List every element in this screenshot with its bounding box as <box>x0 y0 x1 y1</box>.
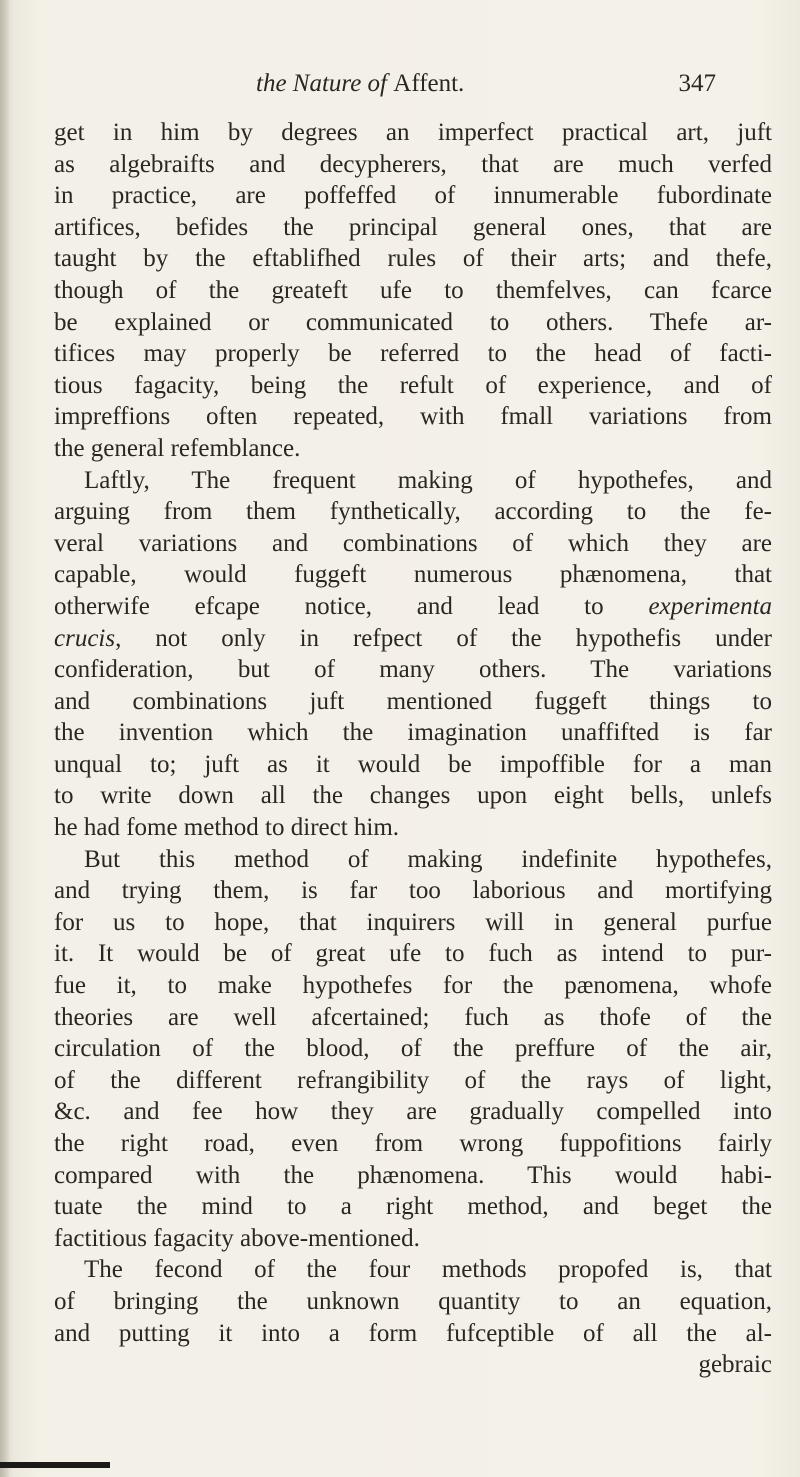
text-line: he had fome method to direct him. <box>54 814 400 842</box>
text-line: veral variations and combinations of which they are <box>54 529 772 557</box>
text-line: and trying them, is far too laborious and mortifying <box>54 877 772 905</box>
text-run: , not only in refpect of the hypothefis under <box>115 624 772 652</box>
text-line: &c. and fee how they are gradually compelled into <box>54 1098 772 1126</box>
running-title-word: Affent. <box>393 70 465 97</box>
text-run: otherwife efcape notice, and lead to <box>54 592 604 620</box>
italic-term: experimenta <box>648 592 773 620</box>
text-line: impreffions often repeated, with fmall variations from <box>54 403 772 431</box>
body-text <box>54 117 772 1381</box>
text-line: But this method of making indefinite hypothefes, <box>84 845 772 873</box>
text-line <box>54 591 772 623</box>
text-line: get in him by degrees an imperfect practical art, juft <box>54 119 772 146</box>
text-line: Laftly, The frequent making of hypothefes, and <box>84 466 772 494</box>
text-line: confideration, but of many others. The variations <box>54 656 772 684</box>
page-edge-mark <box>0 1462 110 1468</box>
text-line: in practice, are poffeffed of innumerable fubordinate <box>54 182 772 210</box>
text-line: The fecond of the four methods propofed is, that <box>84 1256 772 1284</box>
text-line: factitious fagacity above-mentioned. <box>54 1224 420 1252</box>
text-line: tifices may properly be referred to the head of facti- <box>54 340 772 368</box>
text-line: it. It would be of great ufe to fuch as intend to pur- <box>54 940 772 968</box>
running-title <box>256 70 464 98</box>
text-line: tious fagacity, being the refult of experience, and of <box>54 371 772 399</box>
text-line: and putting it into a form fufceptible of all the al- <box>54 1319 772 1347</box>
running-title-italic: the Nature of <box>256 70 388 97</box>
text-line <box>54 623 772 655</box>
text-line: the invention which the imagination unaffifted is far <box>54 719 772 747</box>
text-line: unqual to; juft as it would be impoffible for a man <box>54 750 772 778</box>
text-line: capable, would fuggeft numerous phænomena, that <box>54 561 772 589</box>
text-line: arguing from them fynthetically, according to the fe- <box>54 498 772 526</box>
running-header <box>256 70 716 106</box>
text-line: compared with the phænomena. This would habi- <box>54 1161 772 1189</box>
text-line: be explained or communicated to others. Thefe ar- <box>54 308 772 336</box>
page-number: 347 <box>678 70 716 97</box>
text-line: though of the greateft ufe to themfelves, can fcarce <box>54 276 772 304</box>
catchword: gebraic <box>698 1351 772 1379</box>
text-line: theories are well afcertained; fuch as thofe of the <box>54 1003 772 1031</box>
text-line: as algebraifts and decypherers, that are much verfed <box>54 150 772 178</box>
text-line: and combinations juft mentioned fuggeft things to <box>54 687 772 715</box>
text-line: for us to hope, that inquirers will in general purfue <box>54 908 772 936</box>
text-line: taught by the eftablifhed rules of their arts; and thefe, <box>54 245 772 273</box>
gutter-shadow <box>0 0 10 1477</box>
text-line: the general refemblance. <box>54 434 301 462</box>
text-line: circulation of the blood, of the preffure of the air, <box>54 1035 772 1063</box>
text-line: of bringing the unknown quantity to an equation, <box>54 1287 772 1315</box>
text-line: tuate the mind to a right method, and beget the <box>54 1193 772 1221</box>
text-line: of the different refrangibility of the rays of light, <box>54 1066 772 1094</box>
italic-term: crucis <box>54 624 116 652</box>
text-line: the right road, even from wrong fuppofitions fairly <box>54 1130 772 1157</box>
text-line: to write down all the changes upon eight bells, unlefs <box>54 782 772 810</box>
text-line: artifices, befides the principal general ones, that are <box>54 213 772 241</box>
text-line: fue it, to make hypothefes for the pænomena, whofe <box>54 972 772 1000</box>
